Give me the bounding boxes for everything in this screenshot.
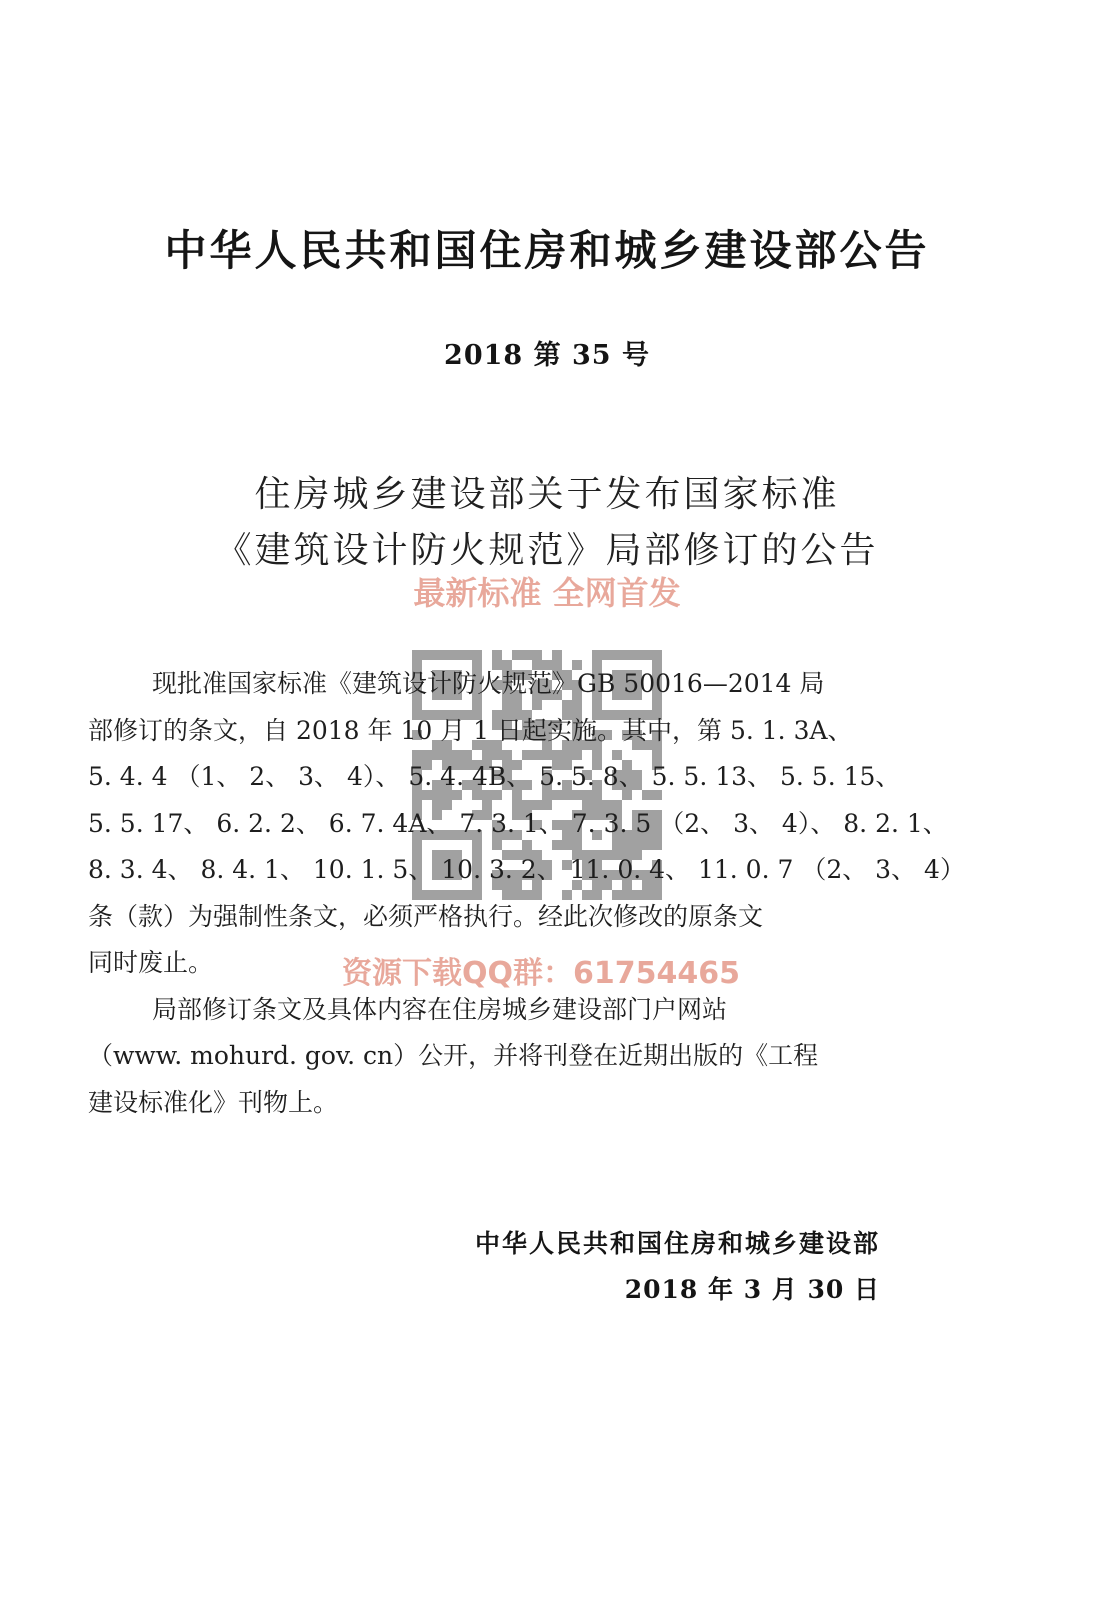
body-line-2: 部修订的条文，自 2018 年 10 月 1 日起实施。其中，第 5. 1. 3A、 [88,716,853,745]
body-line-5: 8. 3. 4、 8. 4. 1、 10. 1. 5、 10. 3. 2、 11. 0. 4、 11. 0. 7 （2、 3、 4） [88,855,965,884]
page-title: 中华人民共和国住房和城乡建设部公告 [164,226,930,275]
watermark-bottom: 资源下载QQ群：61754465 [342,956,740,991]
signature-date: 2018 年 3 月 30 日 [624,1275,880,1304]
body-line-4: 5. 5. 17、 6. 2. 2、 6. 7. 4A、 7. 3. 1、 7. 3. 5 （2、 3、 4）、 8. 2. 1、 [88,809,948,838]
signature-organization: 中华人民共和国住房和城乡建设部 [474,1229,880,1258]
body-line-6: 条（款）为强制性条文，必须严格执行。经此次修改的原条文 [88,902,764,931]
watermark-top: 最新标准 全网首发 [413,574,681,612]
document-title-line-2: 《建筑设计防火规范》局部修订的公告 [215,530,879,571]
body-line-7: 同时废止。 [88,948,214,977]
body-line-1: 现批准国家标准《建筑设计防火规范》GB 50016—2014 局 [152,669,825,698]
notice-number: 2018 第 35 号 [444,340,650,371]
body-line-8: 局部修订条文及具体内容在住房城乡建设部门户网站 [152,995,728,1024]
body-line-3: 5. 4. 4 （1、 2、 3、 4）、 5. 4. 4B、 5. 5. 8、 5. 5. 13、 5. 5. 15、 [88,762,901,791]
document-title-line-1: 住房城乡建设部关于发布国家标准 [254,474,840,515]
body-line-9: （www. mohurd. gov. cn）公开，并将刊登在近期出版的《工程 [88,1041,819,1070]
body-line-10: 建设标准化》刊物上。 [88,1088,339,1117]
